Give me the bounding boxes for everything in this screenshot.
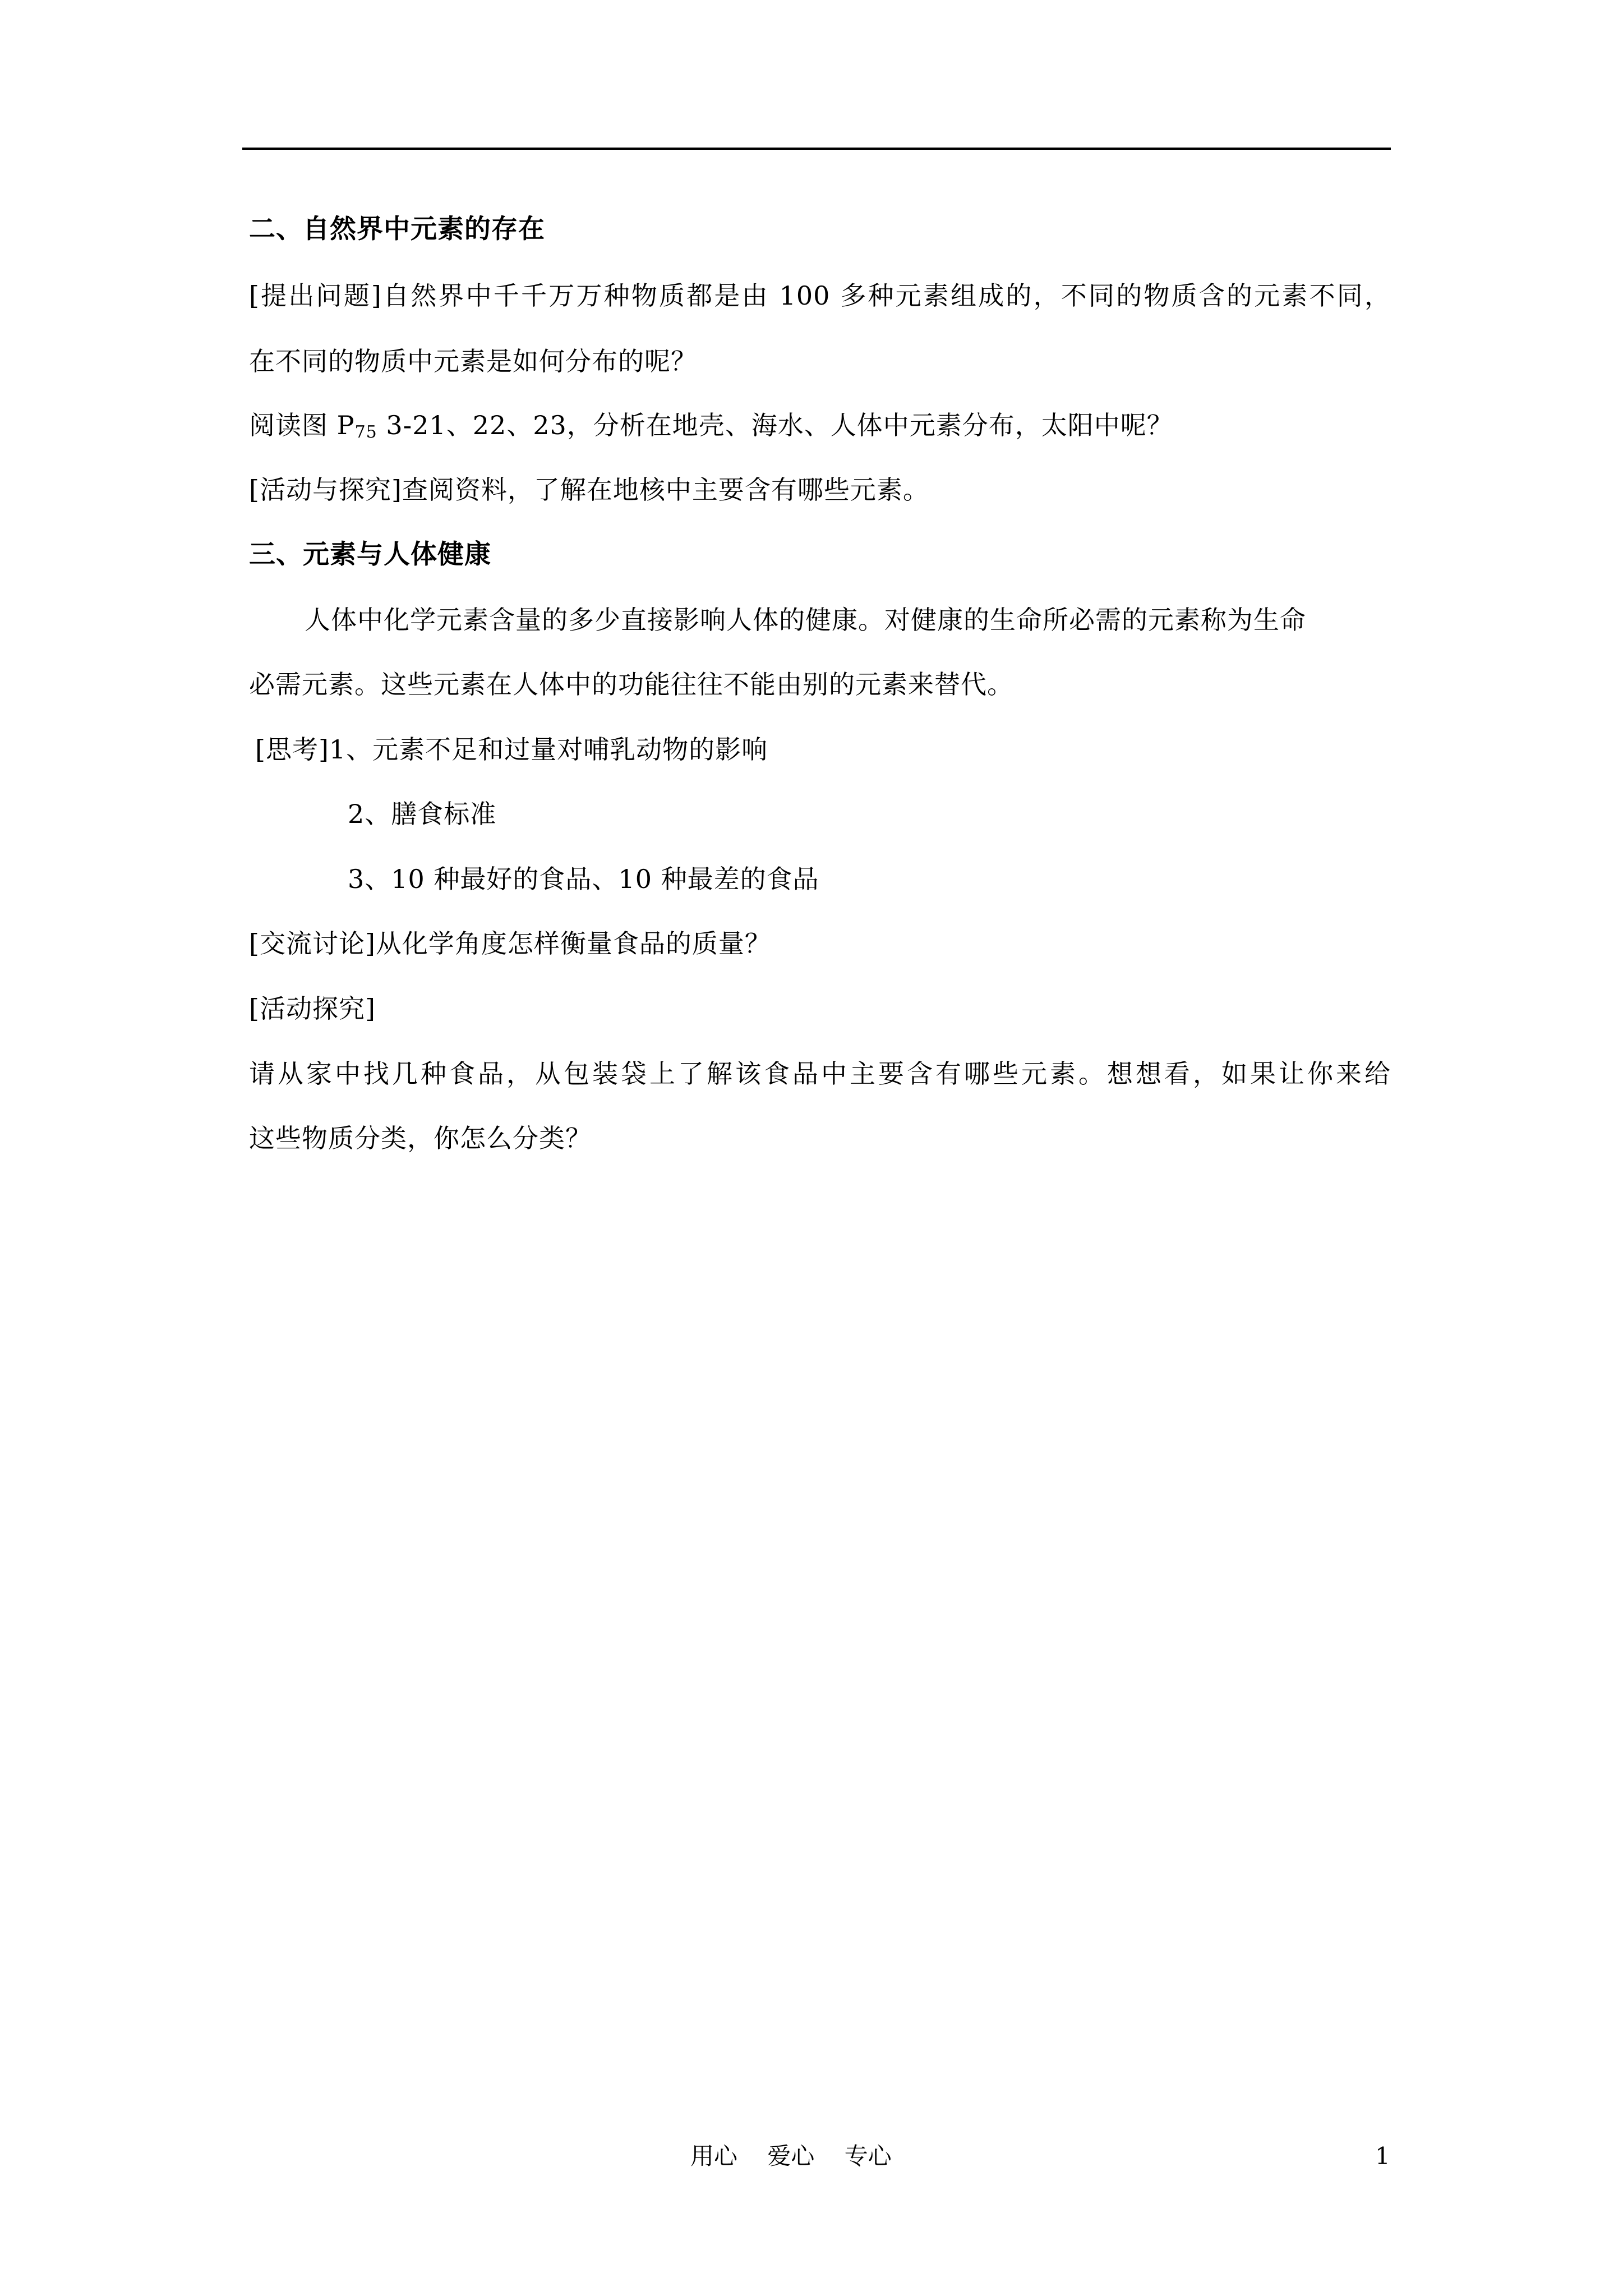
question-line-1: [提出问题]自然界中千千万万种物质都是由 100 多种元素组成的，不同的物质含的元素不同， — [249, 280, 1391, 311]
reading-page-subscript: 75 — [354, 422, 377, 442]
discussion-line: [交流讨论]从化学角度怎样衡量食品的质量？ — [249, 928, 771, 959]
header-rule — [242, 148, 1391, 150]
think-item-1: [思考]1、元素不足和过量对哺乳动物的影响 — [255, 734, 768, 765]
footer-motto: 用心 爱心 专心 — [690, 2142, 892, 2170]
paragraph-line-2: 必需元素。这些元素在人体中的功能往往不能由别的元素来替代。 — [249, 669, 1013, 700]
reading-line — [249, 408, 1173, 442]
section-heading-2: 二、自然界中元素的存在 — [249, 214, 545, 245]
paragraph-line-1: 人体中化学元素含量的多少直接影响人体的健康。对健康的生命所必需的元素称为生命 — [305, 605, 1306, 635]
question-line-2: 在不同的物质中元素是如何分布的呢？ — [249, 346, 697, 376]
activity-line-1: [活动与探究]查阅资料，了解在地核中主要含有哪些元素。 — [249, 475, 929, 505]
reading-prefix: 阅读图 P — [249, 410, 355, 440]
activity-2-line-2: 这些物质分类，你怎么分类？ — [249, 1123, 592, 1153]
think-item-3: 3、10 种最好的食品、10 种最差的食品 — [348, 864, 819, 894]
think-item-2: 2、膳食标准 — [348, 799, 497, 829]
activity-2-label: [活动探究] — [249, 993, 376, 1024]
activity-2-line-1: 请从家中找几种食品，从包装袋上了解该食品中主要含有哪些元素。想想看，如果让你来给 — [249, 1059, 1391, 1089]
reading-suffix: 3-21、22、23，分析在地壳、海水、人体中元素分布，太阳中呢？ — [377, 410, 1173, 440]
page-number: 1 — [1375, 2142, 1390, 2170]
section-heading-3: 三、元素与人体健康 — [249, 539, 491, 570]
